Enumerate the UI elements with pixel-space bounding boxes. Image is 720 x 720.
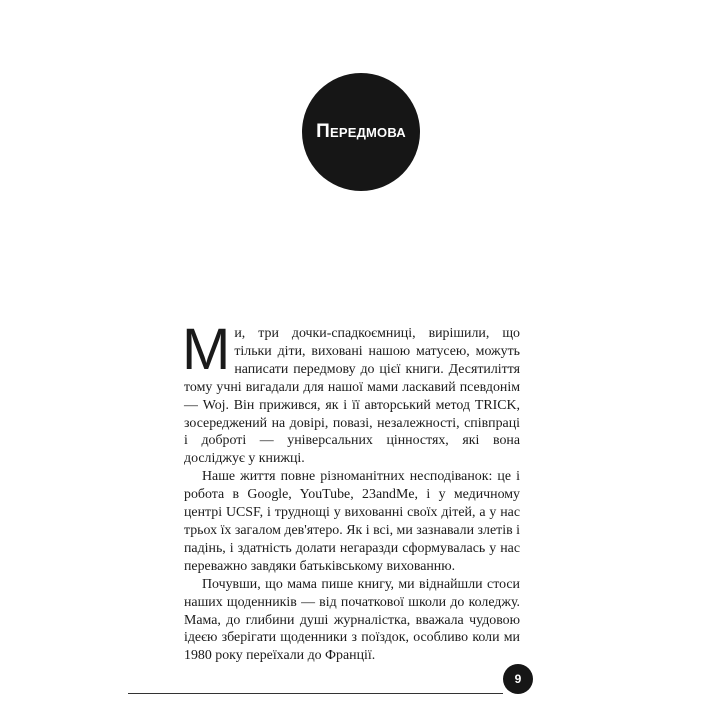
paragraph-2: Наше життя повне різноманітних несподіванок: це і робота в Google, YouTube, 23andMe, і у медичному центрі UCSF, і труднощі у вихованні своїх дітей, а у нас трьох їх загалом дев'ятеро. Як і всі, ми зазнавали злетів і падінь, і здатність долати негаразди сформувалась у нас переважно завдяки батьківському вихованню. <box>184 469 520 574</box>
footer-rule <box>128 693 503 694</box>
body-text <box>182 317 520 665</box>
chapter-title: Передмова <box>316 121 406 142</box>
paragraph-1 <box>182 317 520 468</box>
page-number: 9 <box>503 664 533 694</box>
paragraph-1-text: и, три дочки-спадкоємниці, вирішили, що тільки діти, виховані нашою матусею, можуть написати передмову до цієї книги. Десятиліття тому учні вигадали для нашої мами ласкавий псевдонім — Woj. Він прижився, як і її авторський метод TRICK, зосереджений на довірі, повазі, незалежності, співпраці і доброті — універсальних цінностях, які вона досліджує у книжці. <box>184 326 520 467</box>
paragraph-3: Почувши, що мама пише книгу, ми віднайшли стоси наших щоденників — від початкової школи до коледжу. Мама, до глибини душі журналістка, вважала чудовою ідеєю зберігати щоденники з поїздок, особливо коли ми 1980 року переїхали до Франції. <box>184 576 520 664</box>
chapter-title-badge <box>302 73 420 191</box>
drop-cap: М <box>182 317 231 382</box>
